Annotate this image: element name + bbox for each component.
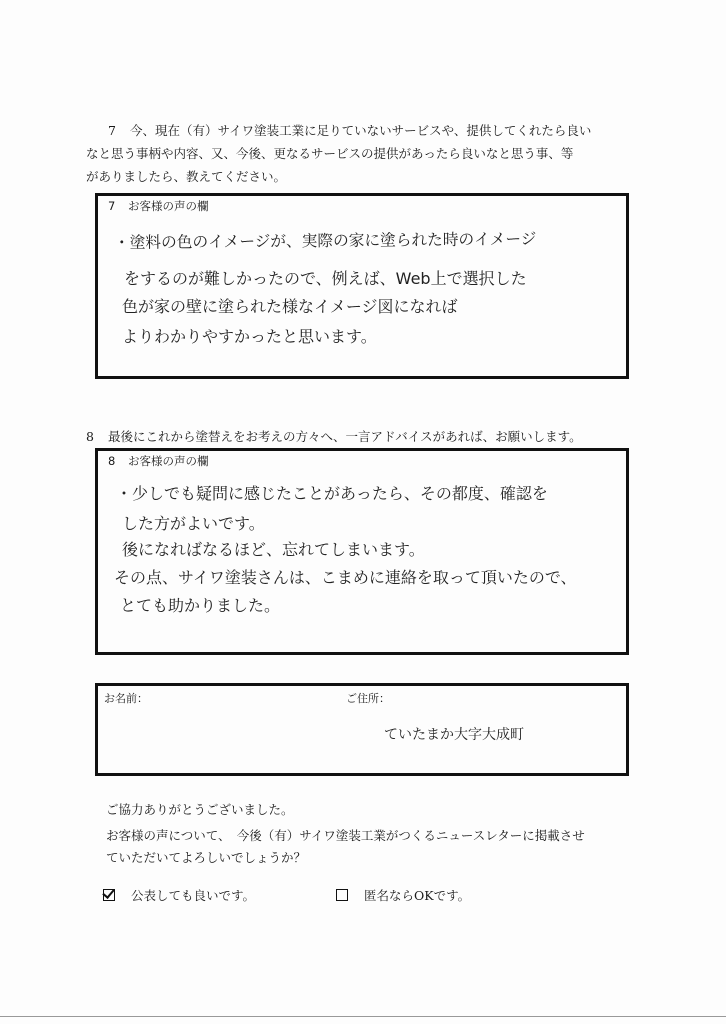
anonymous-checkbox[interactable] [336, 889, 348, 901]
answer-8-line-4: その点、サイワ塗装さんは、こまめに連絡を取って頂いたので、 [114, 568, 577, 587]
anonymous-label: 匿名ならOKです。 [364, 888, 471, 903]
publish-checkbox[interactable] [103, 889, 115, 901]
thanks-text: ご協力ありがとうございました。 [106, 802, 294, 817]
address-value: ていたまか大字大成町 [384, 727, 524, 743]
answer-8-line-3: 後になればなるほど、忘れてしまいます。 [122, 540, 425, 559]
option-anonymous[interactable] [336, 886, 470, 904]
question-8 [86, 425, 648, 448]
address-label: ご住所： [346, 692, 390, 705]
question-7 [86, 119, 648, 188]
answer-8-line-1: ・少しでも疑問に感じたことがあったら、その都度、確認を [116, 484, 548, 503]
answer-8-line-5: とても助かりました。 [120, 596, 281, 615]
question-8-number: 8 [86, 429, 94, 444]
answer-7-line-1: ・塗料の色のイメージが、実際の家に塗られた時のイメージ [113, 229, 537, 252]
answer-7-line-4: よりわかりやすかったと思います。 [122, 327, 377, 346]
consent-line-2: ていただいてよろしいでしょうか？ [106, 850, 307, 865]
bottom-rule [0, 1016, 726, 1017]
answer-box-8 [95, 448, 629, 655]
question-7-line-1: 7 今、現在（有）サイワ塗装工業に足りていないサービスや、提供してくれたら良い [108, 119, 648, 142]
question-7-line-2: なと思う事柄や内容、又、今後、更なるサービスの提供があったら良いなと思う事、等 [86, 146, 574, 161]
answer-box-7 [95, 193, 629, 379]
answer-7-line-3: 色が家の壁に塗られた様なイメージ図になれば [122, 297, 458, 316]
question-7-number: 7 [108, 123, 116, 138]
question-8-text: 最後にこれから塗替えをお考えの方々へ、一言アドバイスがあれば、お願いします。 [108, 429, 582, 444]
option-publish[interactable] [103, 886, 255, 904]
question-7-line-3: がありましたら、教えてください。 [86, 169, 287, 184]
answer-7-line-2: をするのが難しかったので、例えば、Web上で選択した [124, 269, 527, 288]
contact-box [95, 683, 629, 776]
answer-box-7-label: 7 お客様の声の欄 [108, 199, 209, 213]
publish-label: 公表しても良いです。 [131, 888, 256, 903]
consent-line-1: お客様の声について、 今後（有）サイワ塗装工業がつくるニュースレターに掲載させ [106, 828, 585, 843]
answer-8-line-2: した方がよいです。 [122, 514, 265, 533]
name-label: お名前： [104, 692, 148, 705]
answer-box-8-label: 8 お客様の声の欄 [108, 454, 209, 468]
